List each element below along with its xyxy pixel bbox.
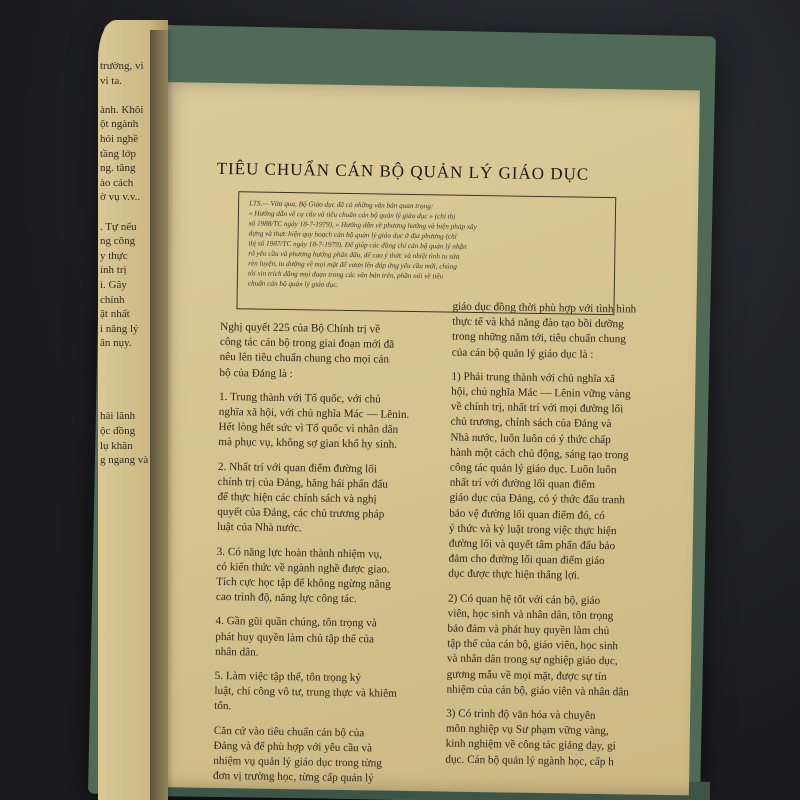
left-page-fragment: hỏi nghề (100, 133, 139, 145)
left-page-fragment: ân nụy. (100, 337, 132, 350)
left-page-fragment: ành. Khôi (100, 103, 144, 116)
text-line: nhiệm vụ quản lý giáo dục trong từng (213, 755, 382, 770)
text-line: gương mẫu về mọi mặt, được sự tín (446, 668, 607, 683)
left-page-fragment: . Tự nếu (100, 220, 137, 233)
left-page-fragment: ộc đồng (100, 425, 136, 437)
paragraph (215, 614, 448, 663)
text-line: quyết của Đảng, các chủ trương pháp (217, 506, 385, 521)
right-text-column (445, 300, 696, 781)
paragraph (448, 369, 695, 586)
paragraph (446, 591, 692, 701)
editor-note-box (236, 191, 616, 315)
text-line: 4. Gần gũi quần chúng, tôn trọng và (215, 615, 377, 630)
left-page-fragment: ì. Gây (100, 279, 127, 291)
left-page-fragment: ng công (100, 235, 136, 248)
paragraph (452, 300, 697, 365)
text-line: giáo dục của Đảng, có ý thức đấu tranh (449, 492, 625, 507)
text-line: bảo vệ đường lối quan điểm đó, có (449, 507, 605, 522)
left-page-fragment: ật nhất (100, 308, 130, 321)
text-line: chủ trương, chính sách của Đảng và (450, 416, 612, 431)
text-line: Nghị quyết 225 của Bộ Chính trị về (220, 320, 381, 336)
text-line: có kiến thức về ngành nghề được giao. (216, 560, 390, 576)
editor-note-line: « Hướng dẫn về cụ cấu và tiêu chuẩn cán bộ quản lý giáo dục » (chỉ thị (248, 209, 456, 221)
paragraph (214, 669, 447, 718)
text-line: công tác quản lý giáo dục. Luôn luôn (449, 461, 617, 477)
left-page-fragment: ì năng lý (100, 322, 139, 335)
article-title: TIÊU CHUẨN CÁN BỘ QUẢN LÝ GIÁO DỤC (216, 158, 590, 184)
text-line: cao trình độ, năng lực công tác. (215, 591, 357, 606)
text-line: hội, chủ nghĩa Mác — Lênin vững vàng (451, 385, 631, 401)
left-page-fragment: ào cách (100, 176, 134, 189)
text-line: dục được thực hiện thắng lợi. (448, 568, 580, 583)
text-line: nhiệm của cán bộ, giáo viên và nhân dân (446, 683, 629, 699)
editor-note-line: tôi xin trích đăng mọi đoạn trong các văn bản trên, phần nói về tiêu (247, 269, 444, 281)
left-page-fragment: ính trị (100, 264, 127, 277)
left-text-column (213, 320, 452, 795)
editor-note-line: số 1988/TC ngày 18-7-1979), « Hướng dẫn về phương hướng và biện pháp xây (248, 219, 477, 231)
text-line: 1. Trung thành với Tổ quốc, với chủ (218, 390, 381, 406)
text-line: mà phục vụ, không sợ gian khổ hy sinh. (218, 436, 398, 452)
editor-note-line: chuẩn cán bộ quản lý giáo dục. (247, 279, 339, 289)
text-line: hành một cách chủ động, sáng tạo trong (450, 446, 629, 462)
paragraph (219, 320, 452, 384)
text-line: môn nghiệp vụ Sư phạm vững vàng, (445, 722, 609, 738)
text-line: Nhà nước, luôn luôn có ý thức chấp (450, 431, 611, 446)
spine-shadow (150, 30, 174, 800)
text-line: bảo đảm và phát huy quyền làm chủ (447, 622, 610, 638)
paragraph (218, 390, 451, 454)
text-line: nêu lên tiêu chuẩn chung cho mọi cán (219, 351, 390, 367)
left-page-fragment: g ngang và (100, 454, 149, 467)
text-line: 1) Phải trung thành với chủ nghĩa xã (451, 370, 615, 385)
left-page-fragment: ờ vụ v.v.. (100, 191, 141, 204)
text-line: dục. Cán bộ quản lý ngành học, cấp h (445, 753, 614, 768)
text-line: luật, chí công vô tư, trung thực và khiêm (214, 685, 397, 701)
text-line: Tích cực học tập để không ngừng nâng (216, 575, 391, 591)
right-page (149, 82, 700, 795)
text-line: tập thể của cán bộ, giáo viên, học sinh (447, 637, 619, 653)
left-page-fragment: vi ta. (100, 74, 122, 87)
text-line: của cán bộ quản lý giáo dục là : (451, 346, 594, 361)
text-line: nhân dân. (214, 645, 259, 659)
text-line: 5. Làm việc tập thể, tôn trọng kỷ (214, 669, 362, 685)
text-line: phát huy quyền làm chủ tập thể của (215, 630, 375, 646)
text-line: 3) Có trình độ văn hóa và chuyên (446, 707, 596, 722)
text-line: để thực hiện các chính sách và nghị (217, 490, 377, 506)
text-line: đơn vị trường học, từng cấp quản lý (213, 770, 374, 785)
text-line: nghĩa xã hội, với chủ nghĩa Mác — Lênin. (218, 405, 410, 421)
paragraph (213, 724, 446, 788)
text-line: đường lối và quyết tâm phấn đấu bảo (448, 537, 616, 553)
text-line: luật của Nhà nước. (216, 521, 302, 535)
editor-note-line: dựng và thực hiện quy hoạch cán bộ quản lý giáo dục ở địa phương (chỉ (248, 229, 457, 241)
text-line: về chính trị, nhất trí với mọi đường lối (450, 400, 624, 416)
text-line: Căn cứ vào tiêu chuẩn cán bộ của (213, 724, 365, 739)
text-line: đảm cho đường lối quan điểm giáo (448, 552, 605, 568)
editor-note-line: LTS.— Vừa qua, Bộ Giáo dục đã có những văn bản quan trọng: (249, 199, 434, 211)
left-page-fragment: ột ngành (100, 118, 139, 131)
paragraph (445, 707, 690, 772)
text-line: bộ của Đảng là : (219, 366, 293, 380)
text-line: viên, học sinh và nhân dân, tôn trọng (447, 607, 614, 623)
text-line: Đảng và để phù hợp với yêu cầu và (213, 739, 373, 755)
text-line: Hết lòng hết sức vì Tổ quốc vì nhân dân (218, 421, 399, 437)
text-line: và nhân dân trong sự nghiệp giáo dục, (446, 653, 618, 668)
editor-note-line: thị số 1987/TC ngày 18-7-1979). Để giúp các đồng chí cán bộ quản lý nhận (248, 239, 467, 251)
text-line: chính trị của Đảng, hăng hái phấn đấu (217, 475, 389, 491)
text-line: công tác cán bộ trong giai đoạn mới đã (219, 336, 395, 351)
text-line: thực tế và khả năng đào tạo bồi dưỡng (452, 315, 624, 331)
editor-note-line: rèn luyện, tu dưỡng về mọi mặt để vươn lên đáp ứng yêu cầu mới, chúng (248, 259, 457, 271)
text-line: tốn. (214, 700, 232, 713)
left-page-fragment: hải lãnh (100, 410, 136, 423)
left-page-fragment: trường, vi (100, 60, 144, 72)
text-line: nhất trí với đường lối quan điểm (449, 476, 596, 492)
text-line: kinh nghiệm về công tác giảng dạy, gi (445, 738, 616, 753)
text-line: 3. Có năng lực hoàn thành nhiệm vụ, (216, 545, 383, 561)
text-line: giáo dục đồng thời phù hợp với tình hình (452, 300, 637, 316)
text-line: 2) Có quan hệ tốt với cán bộ, giáo (447, 592, 601, 607)
text-line: ý thức và kỷ luật trong việc thực hiện (448, 522, 617, 538)
paragraph (216, 545, 449, 609)
left-page-fragment: chính (100, 293, 125, 306)
text-line: trong những năm tới, tiêu chuẩn chung (451, 331, 626, 346)
left-page-fragment: lụ khăn (100, 439, 133, 452)
left-page-fragment: y thực (100, 249, 128, 262)
paragraph (217, 460, 450, 540)
text-line: 2. Nhất trí với quan điểm đường lối (217, 460, 378, 476)
editor-note-line: rõ yêu cầu và phương hướng phấn đấu, để cao ý thức và nhiệt tình tu sửa (248, 249, 460, 261)
left-page-fragment: ng. tăng (100, 162, 136, 175)
left-page-fragment: tầng lớp (100, 147, 137, 160)
